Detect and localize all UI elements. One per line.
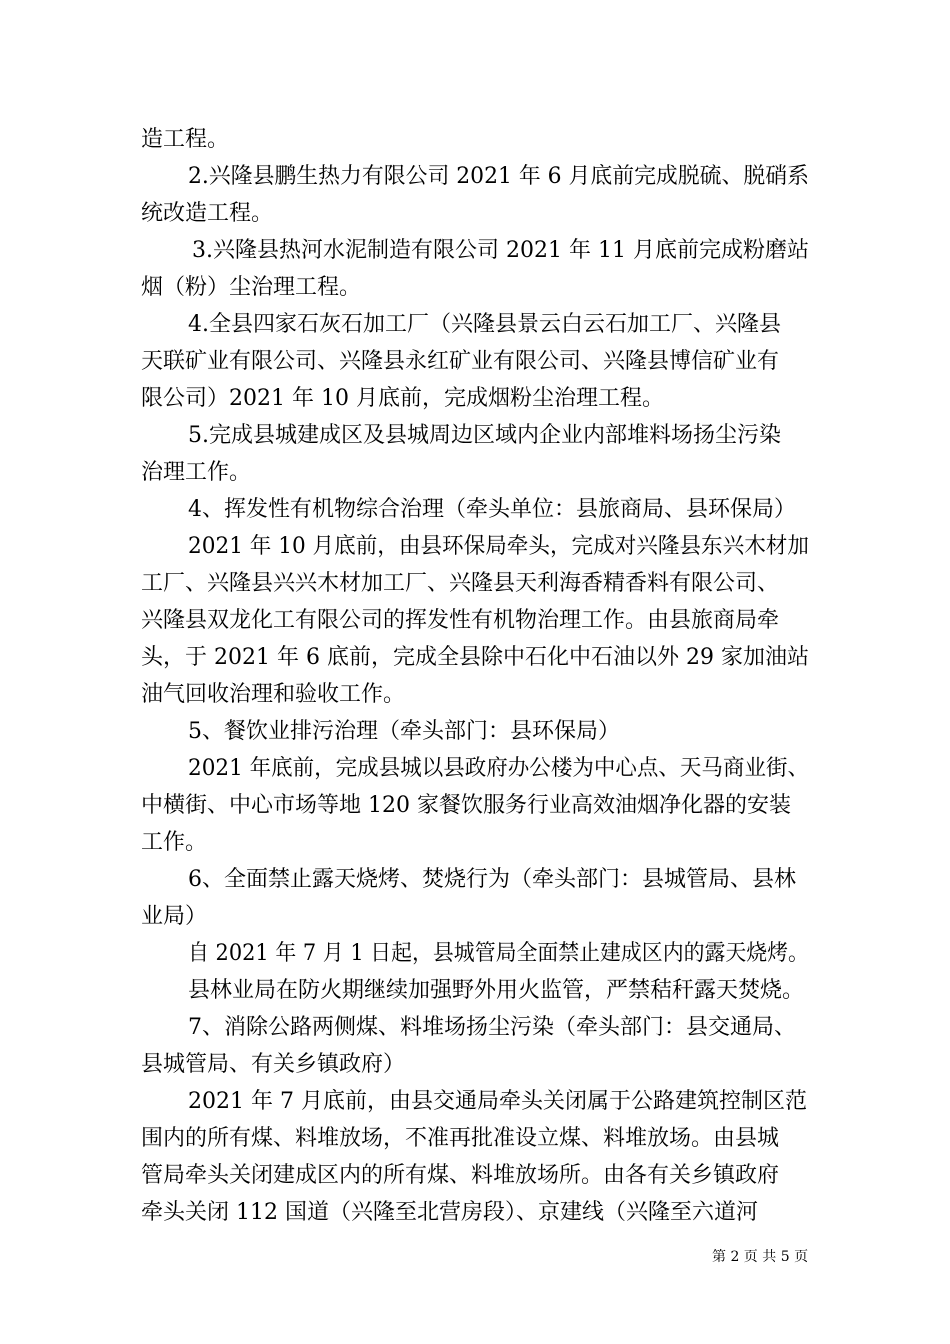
text-line: 油气回收治理和验收工作。	[141, 682, 406, 707]
text-line: 2021 年底前，完成县城以县政府办公楼为中心点、天马商业街、	[188, 756, 810, 781]
text-line: 2021 年 7 月底前，由县交通局牵头关闭属于公路建筑控制区范	[188, 1089, 807, 1114]
text-line: 2.兴隆县鹏生热力有限公司 2021 年 6 月底前完成脱硫、脱硝系	[188, 164, 809, 189]
text-line: 县林业局在防火期继续加强野外用火监管，严禁秸秆露天焚烧。	[188, 978, 805, 1003]
text-line: 兴隆县双龙化工有限公司的挥发性有机物治理工作。由县旅商局牵	[141, 608, 780, 633]
text-line: 2021 年 10 月底前，由县环保局牵头，完成对兴隆县东兴木材加	[188, 534, 809, 559]
text-line: 中横街、中心市场等地 120 家餐饮服务行业高效油烟净化器的安装	[141, 793, 791, 818]
section-heading: 6、全面禁止露天烧烤、焚烧行为（牵头部门：县城管局、县林	[188, 867, 796, 892]
text-line: 工作。	[141, 830, 208, 855]
section-heading: 7、消除公路两侧煤、料堆场扬尘污染（牵头部门：县交通局、	[188, 1015, 796, 1040]
text-line: 头，于 2021 年 6 底前，完成全县除中石化中石油以外 29 家加油站	[141, 645, 809, 670]
text-line: 限公司）2021 年 10 月底前，完成烟粉尘治理工程。	[141, 386, 664, 411]
text-line: 烟（粉）尘治理工程。	[141, 275, 362, 300]
section-heading: 4、挥发性有机物综合治理（牵头单位：县旅商局、县环保局）	[188, 497, 796, 522]
text-line: 围内的所有煤、料堆放场，不准再批准设立煤、料堆放场。由县城	[141, 1126, 780, 1151]
text-line: 牵头关闭 112 国道（兴隆至北营房段）、京建线（兴隆至六道河	[141, 1200, 758, 1225]
text-line: 管局牵头关闭建成区内的所有煤、料堆放场所。由各有关乡镇政府	[141, 1163, 780, 1188]
text-line: 治理工作。	[141, 460, 252, 485]
text-line: 4.全县四家石灰石加工厂（兴隆县景云白云石加工厂、兴隆县	[188, 312, 781, 337]
text-line: 自 2021 年 7 月 1 日起，县城管局全面禁止建成区内的露天烧烤。	[188, 941, 809, 966]
text-line: 3.兴隆县热河水泥制造有限公司 2021 年 11 月底前完成粉磨站	[192, 238, 809, 263]
text-line: 造工程。	[141, 127, 230, 152]
text-line: 天联矿业有限公司、兴隆县永红矿业有限公司、兴隆县博信矿业有	[141, 349, 780, 374]
page-number: 第 2 页 共 5 页	[712, 1249, 809, 1265]
text-line: 5.完成县城建成区及县城周边区域内企业内部堆料场扬尘污染	[188, 423, 781, 448]
section-heading: 业局）	[141, 904, 208, 929]
section-heading: 5、餐饮业排污治理（牵头部门：县环保局）	[188, 719, 620, 744]
section-heading: 县城管局、有关乡镇政府）	[141, 1052, 406, 1077]
text-line: 工厂、兴隆县兴兴木材加工厂、兴隆县天利海香精香料有限公司、	[141, 571, 780, 596]
text-line: 统改造工程。	[141, 201, 274, 226]
